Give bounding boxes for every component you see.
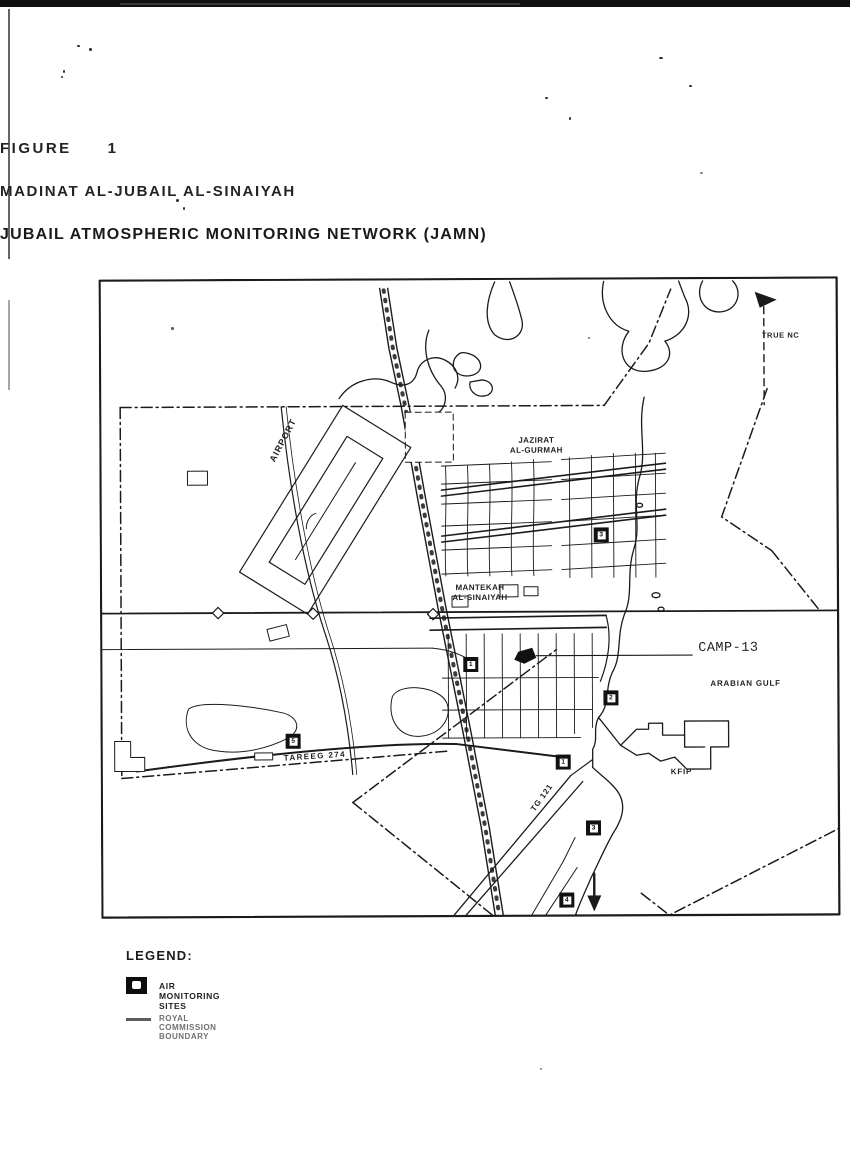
- camp-13-label: CAMP-13: [698, 640, 759, 657]
- scan-speck: [77, 45, 80, 47]
- air-monitoring-site-marker: 2: [603, 690, 618, 705]
- legend-item-royal-commission-boundary: [126, 1011, 217, 1041]
- scan-speck: [700, 172, 703, 174]
- scan-artifact-left-line: [8, 300, 10, 390]
- scan-speck: [183, 207, 185, 210]
- scan-speck: [89, 48, 92, 51]
- airport-label: AIRPORT: [267, 416, 299, 464]
- legend: [126, 948, 221, 1041]
- legend-item-label: AIR MONITORING SITES: [159, 981, 221, 1011]
- mantekah-al-sinaiyah-label: MANTEKAH AL-SINAIYAH: [452, 582, 508, 603]
- jazirat-al-gurmah-label: JAZIRAT AL-GURMAH: [509, 435, 563, 455]
- air-monitoring-site-marker: 1: [556, 755, 571, 770]
- arabian-gulf-label: ARABIAN GULF: [710, 678, 781, 688]
- air-monitoring-site-icon: [126, 977, 147, 994]
- air-monitoring-site-marker: 1: [463, 657, 478, 672]
- tg-121-road-label: TG 121: [528, 782, 555, 814]
- scan-artifact-left-line: [8, 9, 10, 259]
- figure-word: FIGURE: [0, 140, 72, 157]
- air-monitoring-site-marker: 3: [594, 527, 609, 542]
- scan-speck: [689, 85, 692, 87]
- map-figure: [99, 276, 842, 919]
- kfip-label: KFIP: [670, 767, 693, 777]
- legend-heading: LEGEND:: [126, 948, 193, 963]
- scan-artifact-top-bar: [0, 0, 850, 7]
- legend-item-label: ROYAL COMMISSION BOUNDARY: [159, 1014, 217, 1041]
- scan-speck: [63, 70, 65, 73]
- true-north-label: TRUE NC: [761, 330, 800, 340]
- scan-speck: [540, 1068, 542, 1070]
- page-title: MADINAT AL-JUBAIL AL-SINAIYAH: [0, 183, 296, 200]
- scan-speck: [659, 57, 663, 59]
- air-monitoring-site-marker: 5: [286, 734, 301, 749]
- page-subtitle: JUBAIL ATMOSPHERIC MONITORING NETWORK (JAMN): [0, 226, 487, 243]
- boundary-line-icon: [126, 1018, 151, 1021]
- scan-speck: [545, 97, 548, 99]
- figure-number: 1: [107, 140, 119, 157]
- air-monitoring-site-marker: 4: [559, 893, 574, 908]
- air-monitoring-site-marker: 3: [586, 820, 601, 835]
- figure-caption: [0, 140, 850, 157]
- legend-item-air-monitoring-sites: [126, 977, 221, 1011]
- tareeg-274-road-label: TAREEG 274: [283, 749, 347, 763]
- scan-speck: [569, 117, 571, 120]
- scan-speck: [61, 76, 63, 78]
